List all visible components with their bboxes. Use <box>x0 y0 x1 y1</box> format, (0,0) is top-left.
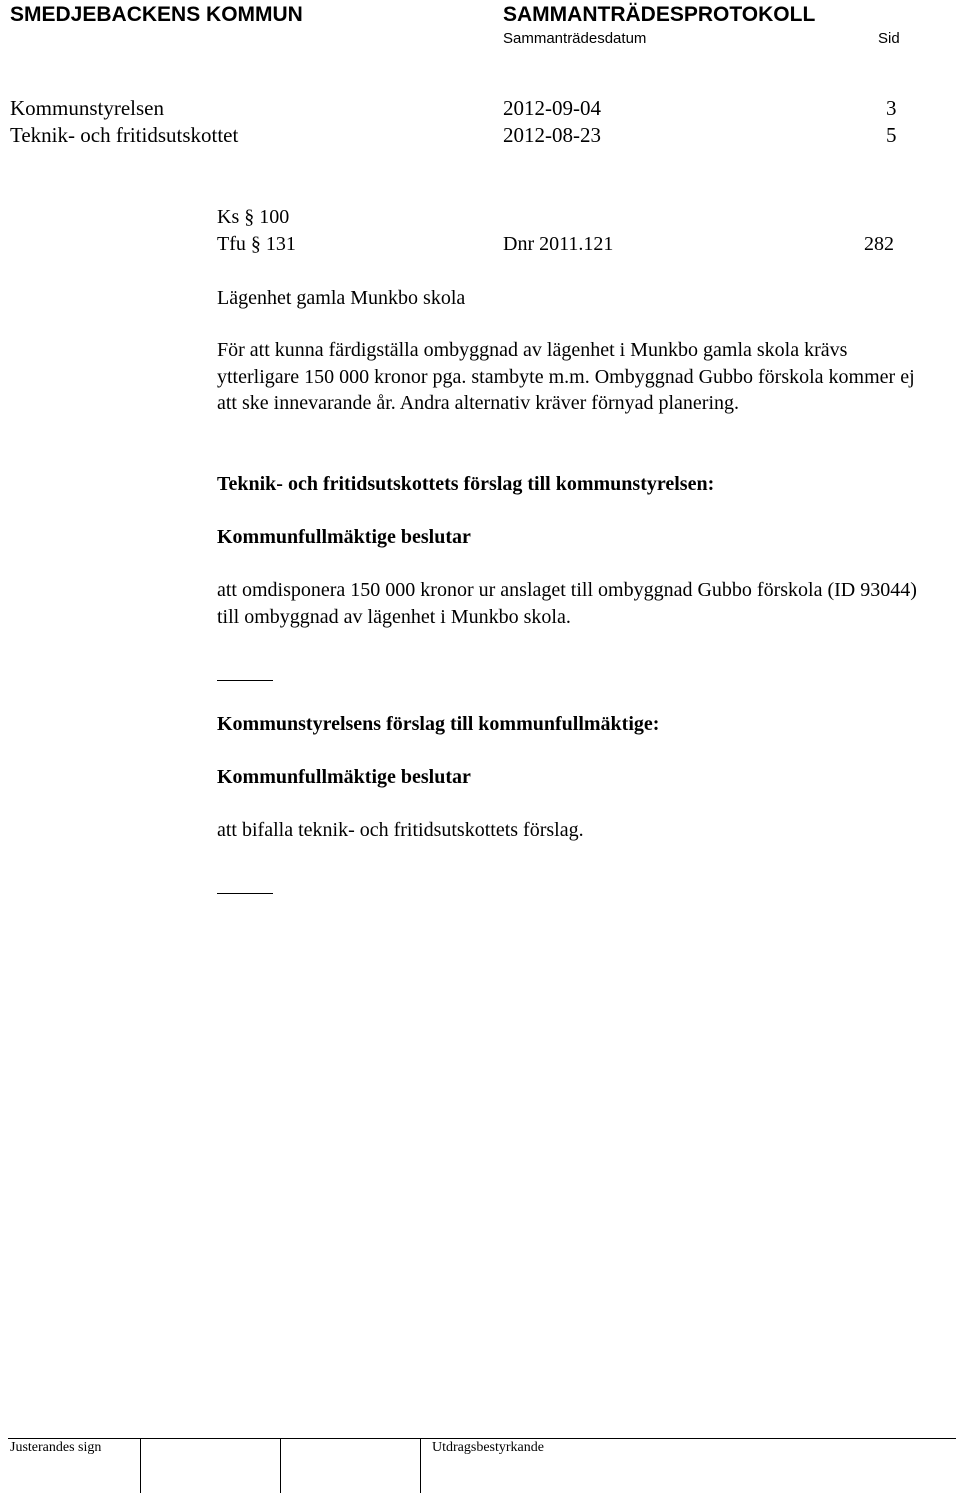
date-column-label: Sammanträdesdatum <box>503 30 647 47</box>
justerandes-sign-label: Justerandes sign <box>10 1440 102 1455</box>
document-type: SAMMANTRÄDESPROTOKOLL <box>503 3 816 26</box>
section-separator <box>217 893 273 894</box>
meeting-page: 3 <box>886 96 897 120</box>
ks-paragraph-ref: Ks § 100 <box>217 206 290 228</box>
signature-box-divider <box>420 1438 421 1493</box>
signature-box-divider <box>280 1438 281 1493</box>
decision-text: att bifalla teknik- och fritidsutskottets förslag. <box>217 819 584 841</box>
decision-subheading: Kommunfullmäktige beslutar <box>217 766 471 788</box>
meeting-body: Kommunstyrelsen <box>10 96 164 120</box>
proposal-heading: Teknik- och fritidsutskottets förslag till kommunstyrelsen: <box>217 473 715 495</box>
case-description: För att kunna färdigställa ombyggnad av lägenhet i Munkbo gamla skola krävs ytterligare 150 000 kronor pga. stambyte m.m. Ombyggnad Gubbo förskola kommer ej att ske innevarande år. Andra alternativ kräver förnyad planering. <box>217 339 915 414</box>
section-separator <box>217 680 273 681</box>
meeting-page: 5 <box>886 123 897 147</box>
footer-rule <box>8 1438 956 1439</box>
page-column-label: Sid <box>878 30 900 47</box>
tfu-paragraph-ref: Tfu § 131 <box>217 233 296 255</box>
case-dnr: Dnr 2011.121 <box>503 233 614 255</box>
proposal-heading: Kommunstyrelsens förslag till kommunfullmäktige: <box>217 713 660 735</box>
utdragsbestyrkande-label: Utdragsbestyrkande <box>432 1440 544 1455</box>
case-number: 282 <box>864 233 894 255</box>
case-title: Lägenhet gamla Munkbo skola <box>217 287 466 309</box>
meeting-body: Teknik- och fritidsutskottet <box>10 123 239 147</box>
meeting-date: 2012-08-23 <box>503 123 601 147</box>
decision-text: att omdisponera 150 000 kronor ur anslaget till ombyggnad Gubbo förskola (ID 93044) till ombyggnad av lägenhet i Munkbo skola. <box>217 579 917 628</box>
signature-box-divider <box>140 1438 141 1493</box>
meeting-date: 2012-09-04 <box>503 96 601 120</box>
decision-subheading: Kommunfullmäktige beslutar <box>217 526 471 548</box>
municipality-name: SMEDJEBACKENS KOMMUN <box>10 3 303 26</box>
